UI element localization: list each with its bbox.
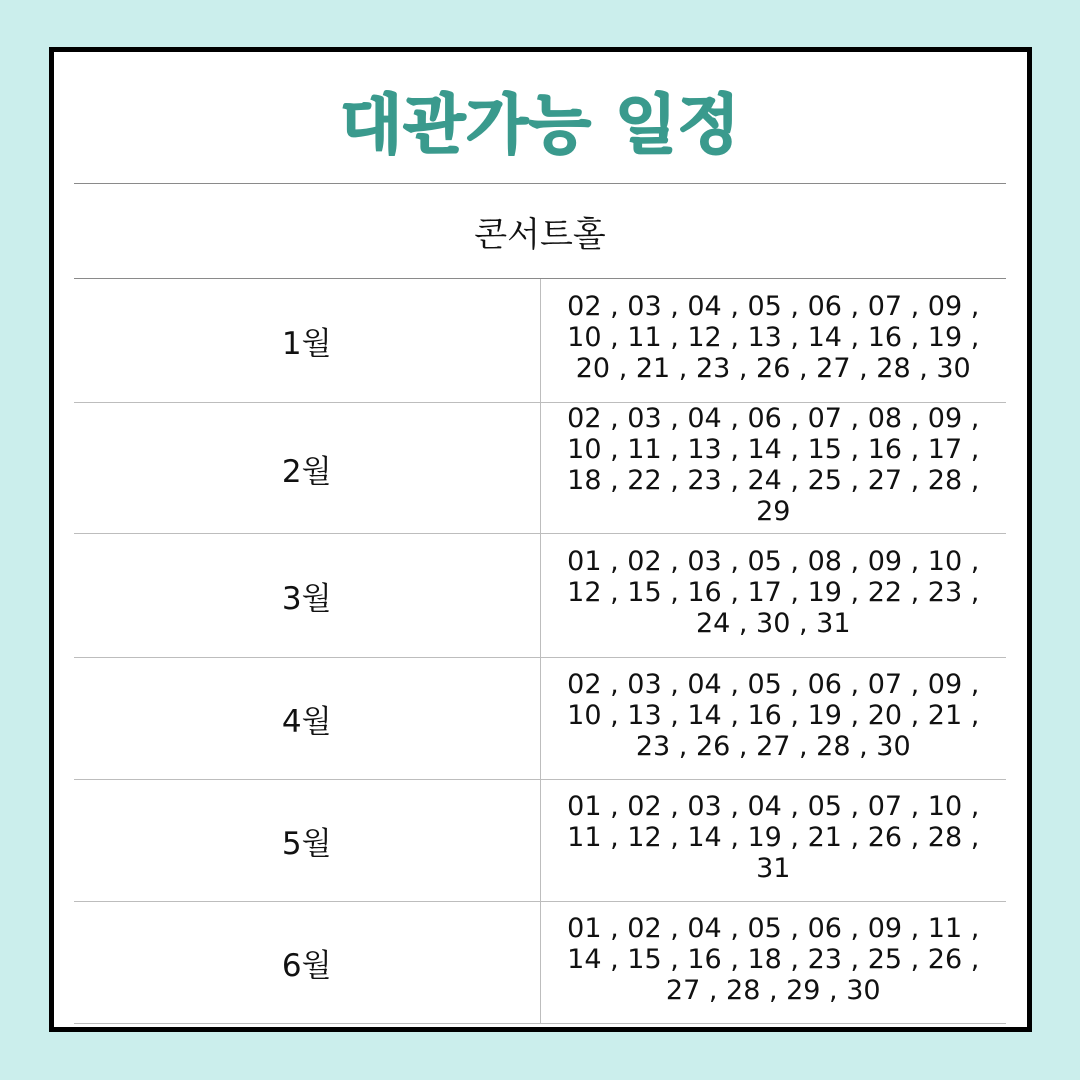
month-label: 4월 bbox=[74, 658, 540, 780]
available-dates: 02 , 03 , 04 , 06 , 07 , 08 , 09 , 10 , 11 , 13 , 14 , 15 , 16 , 17 , 18 , 22 , 23 , 24 , 25 , 27 , 28 , 29 bbox=[540, 403, 1006, 534]
available-dates: 01 , 02 , 04 , 05 , 06 , 09 , 11 , 14 , 15 , 16 , 18 , 23 , 25 , 26 , 27 , 28 , 29 , 30 bbox=[540, 902, 1006, 1024]
month-label: 2월 bbox=[74, 403, 540, 534]
availability-table bbox=[74, 183, 1006, 1024]
month-label: 3월 bbox=[74, 534, 540, 658]
page-title: 대관가능 일정 bbox=[340, 89, 741, 163]
table-row bbox=[74, 403, 1006, 534]
venue-header-row bbox=[74, 184, 1006, 279]
available-dates: 02 , 03 , 04 , 05 , 06 , 07 , 09 , 10 , 11 , 12 , 13 , 14 , 16 , 19 , 20 , 21 , 23 , 26 , 27 , 28 , 30 bbox=[540, 279, 1006, 403]
table-row bbox=[74, 658, 1006, 780]
schedule-card bbox=[49, 47, 1032, 1032]
table-row bbox=[74, 902, 1006, 1024]
month-label: 1월 bbox=[74, 279, 540, 403]
table-row bbox=[74, 780, 1006, 902]
month-label: 6월 bbox=[74, 902, 540, 1024]
venue-name: 콘서트홀 bbox=[74, 184, 1006, 279]
month-label: 5월 bbox=[74, 780, 540, 902]
available-dates: 01 , 02 , 03 , 04 , 05 , 07 , 10 , 11 , 12 , 14 , 19 , 21 , 26 , 28 , 31 bbox=[540, 780, 1006, 902]
available-dates: 02 , 03 , 04 , 05 , 06 , 07 , 09 , 10 , 13 , 14 , 16 , 19 , 20 , 21 , 23 , 26 , 27 , 28 , 30 bbox=[540, 658, 1006, 780]
table-row bbox=[74, 279, 1006, 403]
available-dates: 01 , 02 , 03 , 05 , 08 , 09 , 10 , 12 , 15 , 16 , 17 , 19 , 22 , 23 , 24 , 30 , 31 bbox=[540, 534, 1006, 658]
table-row bbox=[74, 534, 1006, 658]
